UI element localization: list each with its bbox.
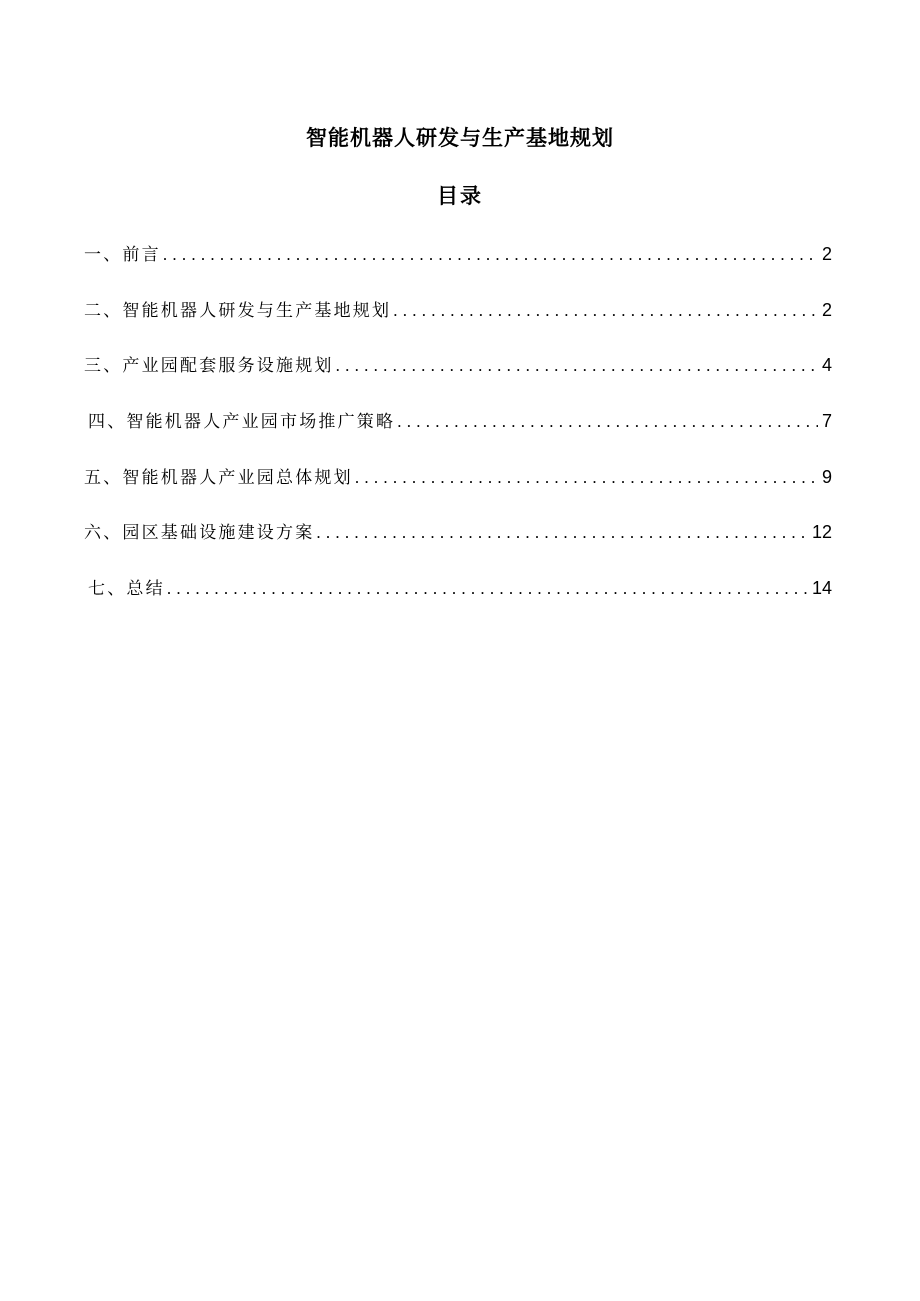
toc-dot-leader xyxy=(355,464,818,491)
toc-page-number: 4 xyxy=(821,355,832,376)
toc-entry-label: 五、智能机器人产业园总体规划 xyxy=(84,467,353,488)
toc-dot-leader xyxy=(336,352,818,379)
toc-entry-label: 六、园区基础设施建设方案 xyxy=(84,523,315,544)
toc-dot-leader xyxy=(163,241,818,268)
toc-heading: 目录 xyxy=(437,183,483,208)
toc-entry-master-plan[interactable] xyxy=(84,463,832,491)
toc-page-number: 9 xyxy=(821,466,832,487)
toc-dot-leader xyxy=(316,519,808,546)
toc-page-number: 2 xyxy=(821,244,832,264)
toc-entry-marketing-strategy[interactable] xyxy=(84,407,832,435)
toc-entry-label: 四、智能机器人产业园市场推广策略 xyxy=(88,412,396,433)
toc-dot-leader xyxy=(397,408,818,435)
toc-dot-leader xyxy=(393,297,818,324)
toc-entry-label: 三、产业园配套服务设施规划 xyxy=(84,356,334,377)
toc-entry-base-planning[interactable] xyxy=(84,296,832,324)
toc-page-number: 12 xyxy=(811,522,832,543)
toc-entry-supporting-services[interactable] xyxy=(84,351,832,379)
document-title: 智能机器人研发与生产基地规划 xyxy=(306,125,614,150)
toc-page-number: 7 xyxy=(821,411,832,432)
toc-entry-summary[interactable] xyxy=(84,574,832,602)
toc-entry-label: 二、智能机器人研发与生产基地规划 xyxy=(84,300,392,321)
toc-entry-preface[interactable] xyxy=(84,240,832,268)
toc-entry-infrastructure[interactable] xyxy=(84,518,832,546)
toc-page-number: 2 xyxy=(821,299,832,320)
table-of-contents xyxy=(84,240,832,630)
toc-entry-label: 七、总结 xyxy=(88,579,165,600)
toc-page-number: 14 xyxy=(811,578,832,599)
toc-entry-label: 一、前言 xyxy=(84,245,161,265)
toc-dot-leader xyxy=(167,575,808,602)
